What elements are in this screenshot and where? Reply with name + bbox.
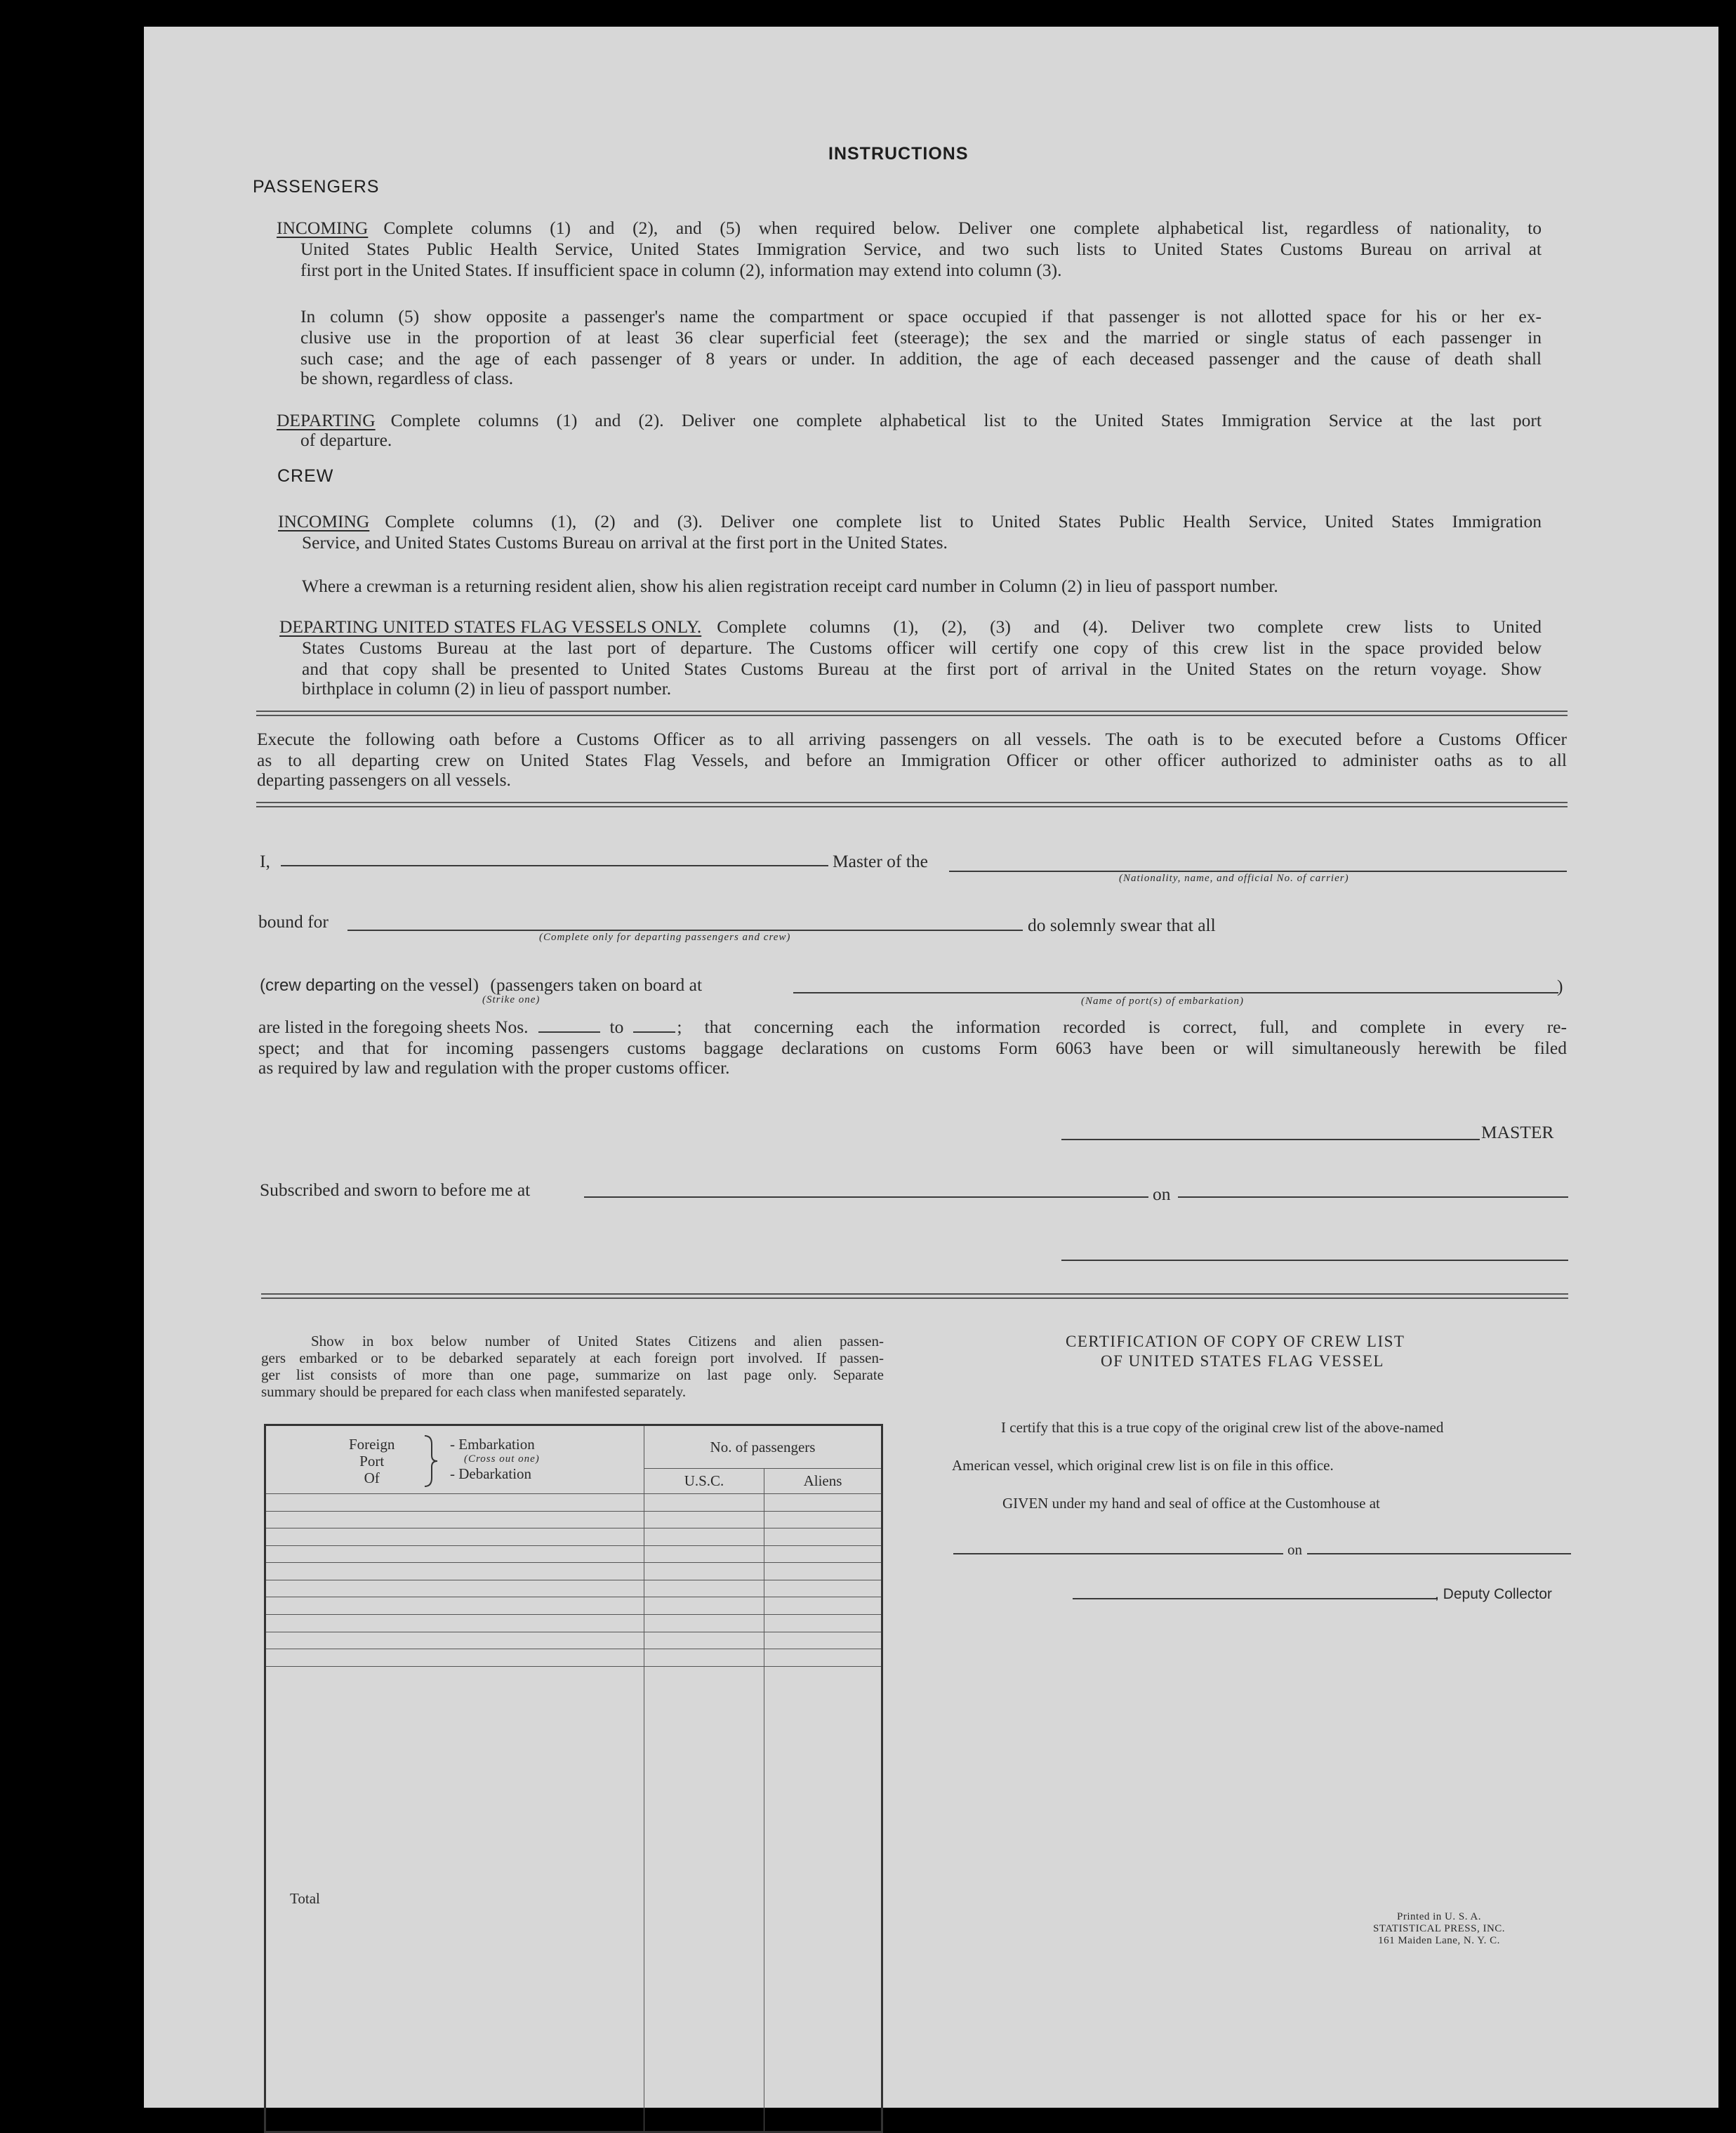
aliens-count-cell[interactable] — [764, 1545, 882, 1563]
aliens-count-cell[interactable] — [764, 1511, 882, 1528]
table-row — [265, 1649, 882, 1667]
table-row — [265, 1563, 882, 1580]
paragraph-line: as to all departing crew on United States Flag Vessels, and before an Immigration Officer or other officer authorized to administer oaths as to all — [257, 750, 1567, 770]
deputy-signature-field[interactable] — [1073, 1598, 1438, 1599]
usc-count-cell[interactable] — [644, 1632, 764, 1649]
usc-count-cell[interactable] — [644, 1494, 764, 1512]
port-cell[interactable] — [265, 1511, 644, 1528]
aliens-header: Aliens — [764, 1469, 882, 1494]
subscribed-label: Subscribed and sworn to before me at — [260, 1180, 531, 1200]
usc-count-cell[interactable] — [644, 1580, 764, 1597]
paragraph-line: States Customs Bureau at the last port of departure. The Customs officer will certify one copy of this crew list in the space provided below — [302, 638, 1542, 658]
cross-out-caption: (Cross out one) — [464, 1453, 540, 1465]
aliens-count-cell[interactable] — [764, 1666, 882, 2132]
master-label: MASTER — [1481, 1122, 1554, 1142]
double-rule — [256, 802, 1568, 807]
summary-intro-line: gers embarked or to be debarked separately at each foreign port involved. If passen- — [261, 1349, 884, 1366]
double-rule — [256, 711, 1568, 716]
strike-one-caption: (Strike one) — [482, 994, 541, 1005]
printer-line: STATISTICAL PRESS, INC. — [1372, 1923, 1506, 1934]
port-cell[interactable] — [265, 1563, 644, 1580]
close-paren: ) — [1557, 976, 1563, 996]
paragraph-line: United States Public Health Service, United States Immigration Service, and two such lists to United States Customs Bureau on arrival at — [300, 239, 1542, 259]
usc-count-cell[interactable] — [644, 1528, 764, 1546]
table-row — [265, 1494, 882, 1512]
table-row — [265, 1511, 882, 1528]
certification-on-label: on — [1287, 1541, 1302, 1558]
crew-departing-option-b: on the vessel) — [380, 975, 479, 995]
paragraph-line: departing passengers on all vessels. — [257, 770, 511, 790]
bound-for-field[interactable] — [347, 930, 1023, 931]
passengers-incoming-line — [277, 218, 1542, 239]
crew-incoming-label: INCOMING — [278, 511, 370, 531]
certification-heading-1: CERTIFICATION OF COPY OF CREW LIST — [1066, 1333, 1405, 1350]
port-caption: (Name of port(s) of embarkation) — [1081, 996, 1244, 1007]
passenger-summary-table — [264, 1424, 883, 2133]
table-row — [265, 1528, 882, 1546]
usc-count-cell[interactable] — [644, 1614, 764, 1632]
paragraph-line: clusive use in the proportion of at least 36 clear superficial feet (steerage); the sex and the married or single status of each passenger in — [300, 327, 1542, 348]
embarkation-port-field[interactable] — [793, 992, 1558, 993]
master-signature-field[interactable] — [1061, 1139, 1480, 1140]
paragraph-line: Execute the following oath before a Customs Officer as to all arriving passengers on all vessels. The oath is to be executed before a Customs Officer — [257, 729, 1567, 749]
crew-incoming-line — [278, 511, 1542, 532]
paragraph-line: Service, and United States Customs Bureau on arrival at the first port in the United States. — [302, 532, 948, 553]
port-cell[interactable] — [265, 1597, 644, 1615]
master-name-field[interactable] — [281, 865, 828, 866]
usc-count-cell[interactable] — [644, 1511, 764, 1528]
passengers-heading: PASSENGERS — [253, 177, 380, 197]
aliens-count-cell[interactable] — [764, 1649, 882, 1667]
printer-imprint — [1355, 1911, 1523, 1947]
table-row — [265, 1614, 882, 1632]
aliens-count-cell[interactable] — [764, 1632, 882, 1649]
paragraph-line: first port in the United States. If insufficient space in column (2), information may extend into column (3). — [300, 260, 1062, 280]
port-cell[interactable] — [265, 1614, 644, 1632]
port-cell[interactable] — [265, 1545, 644, 1563]
deputy-collector-label: , Deputy Collector — [1435, 1586, 1552, 1602]
customhouse-field[interactable] — [953, 1553, 1283, 1554]
bound-caption: (Complete only for departing passengers and crew) — [539, 932, 791, 943]
no-passengers-header: No. of passengers — [644, 1425, 882, 1469]
master-of-the-label: Master of the — [833, 851, 928, 871]
crew-heading: CREW — [277, 466, 334, 486]
port-label: Port — [359, 1453, 385, 1470]
paragraph-line: such case; and the age of each passenger of 8 years or under. In addition, the age of each deceased passenger and the cause of death shall — [300, 348, 1542, 369]
embarkation-label[interactable]: - Embarkation — [450, 1436, 535, 1453]
aliens-count-cell[interactable] — [764, 1528, 882, 1546]
double-rule — [261, 1293, 1568, 1299]
paragraph-line: birthplace in column (2) in lieu of passport number. — [302, 678, 672, 699]
passengers-incoming-label: INCOMING — [277, 218, 369, 238]
table-row — [265, 1580, 882, 1597]
aliens-count-cell[interactable] — [764, 1597, 882, 1615]
crew-departing-option[interactable]: (crew departing — [260, 976, 376, 995]
paragraph-line: be shown, regardless of class. — [300, 368, 514, 388]
oath-line-1 — [258, 1017, 1567, 1038]
summary-intro-line: summary should be prepared for each class when manifested separately. — [261, 1383, 687, 1400]
usc-count-cell[interactable] — [644, 1545, 764, 1563]
table-row — [265, 1597, 882, 1615]
port-header-cell — [265, 1425, 644, 1494]
printer-line: Printed in U. S. A. — [1397, 1911, 1481, 1922]
paragraph-line: Where a crewman is a returning resident alien, show his alien registration receipt card number in Column (2) in lieu of passport number. — [302, 576, 1278, 596]
certification-line-3: GIVEN under my hand and seal of office at the Customhouse at — [1002, 1495, 1380, 1512]
brace-icon — [422, 1434, 439, 1488]
passengers-taken-option[interactable]: (passengers taken on board at — [490, 975, 703, 995]
certification-date-field[interactable] — [1307, 1553, 1571, 1554]
usc-header: U.S.C. — [644, 1469, 764, 1494]
total-row — [265, 1666, 882, 2132]
carrier-caption: (Nationality, name, and official No. of carrier) — [1119, 873, 1349, 884]
paragraph-line: Complete columns (1) and (2). Deliver one complete alphabetical list to the United States Immigration Service at the last port — [390, 410, 1542, 430]
table-row — [265, 1632, 882, 1649]
oath-line-1-rest: ; that concerning each the information recorded is correct, full, and complete in every re- — [677, 1017, 1567, 1037]
crew-departing-line — [279, 616, 1542, 638]
paragraph-line: Complete columns (1) and (2), and (5) when required below. Deliver one complete alphabetical list, regardless of nationality, to — [383, 218, 1542, 238]
aliens-count-cell[interactable] — [764, 1614, 882, 1632]
oath-line-3: as required by law and regulation with the proper customs officer. — [258, 1057, 730, 1078]
bound-for-label: bound for — [258, 911, 329, 932]
total-label-cell: Total — [265, 1666, 644, 2132]
summary-intro-line: Show in box below number of United States Citizens and alien passen- — [311, 1333, 884, 1349]
port-cell[interactable] — [265, 1494, 644, 1512]
paragraph-line: In column (5) show opposite a passenger's name the compartment or space occupied if that passenger is not allotted space for his or her ex- — [300, 306, 1542, 326]
passengers-departing-label: DEPARTING — [277, 410, 376, 430]
swear-text: do solemnly swear that all — [1028, 915, 1216, 935]
paragraph-line: and that copy shall be presented to United States Customs Bureau at the first port of arrival in the United States on the return voyage. Show — [302, 659, 1542, 679]
foreign-label: Foreign — [349, 1436, 395, 1453]
sheets-label: are listed in the foregoing sheets Nos. — [258, 1017, 529, 1037]
officer-signature-field[interactable] — [1061, 1260, 1568, 1261]
certification-line-1: I certify that this is a true copy of the original crew list of the above-named — [1001, 1419, 1444, 1436]
port-cell[interactable] — [265, 1580, 644, 1597]
sheet-to-field[interactable] — [633, 1017, 675, 1033]
paragraph-line: of departure. — [300, 430, 392, 450]
usc-count-cell[interactable] — [644, 1666, 764, 2132]
strike-one-line — [260, 975, 702, 996]
printer-line: 161 Maiden Lane, N. Y. C. — [1378, 1935, 1500, 1946]
paragraph-line: Complete columns (1), (2), (3) and (4). Deliver two complete crew lists to United — [717, 616, 1542, 637]
crew-departing-label: DEPARTING UNITED STATES FLAG VESSELS ONLY. — [279, 616, 702, 637]
subscribed-place-field[interactable] — [584, 1196, 1148, 1198]
oath-i: I, — [260, 851, 270, 871]
aliens-count-cell[interactable] — [764, 1494, 882, 1512]
carrier-field[interactable] — [949, 871, 1567, 872]
table-row — [265, 1545, 882, 1563]
passengers-departing-line — [277, 410, 1542, 431]
subscribed-on-label: on — [1153, 1184, 1171, 1204]
port-cell[interactable] — [265, 1649, 644, 1667]
usc-count-cell[interactable] — [644, 1563, 764, 1580]
summary-intro-line: ger list consists of more than one page, summarize on last page only. Separate — [261, 1366, 884, 1383]
port-cell[interactable] — [265, 1528, 644, 1546]
certification-line-2: American vessel, which original crew list is on file in this office. — [952, 1457, 1334, 1474]
oath-line-2: spect; and that for incoming passengers customs baggage declarations on customs Form 6063 have been or will simultaneously herewith be filed — [258, 1038, 1567, 1058]
of-label: Of — [364, 1470, 380, 1486]
usc-count-cell[interactable] — [644, 1649, 764, 1667]
usc-count-cell[interactable] — [644, 1597, 764, 1615]
aliens-count-cell[interactable] — [764, 1563, 882, 1580]
certification-heading-2: OF UNITED STATES FLAG VESSEL — [1101, 1352, 1384, 1370]
port-cell[interactable] — [265, 1632, 644, 1649]
paragraph-line: Complete columns (1), (2) and (3). Deliver one complete list to United States Public Health Service, United States Immigration — [385, 511, 1542, 531]
subscribed-date-field[interactable] — [1178, 1196, 1568, 1198]
page-title: INSTRUCTIONS — [828, 144, 969, 164]
sheet-from-field[interactable] — [538, 1017, 600, 1033]
to-label: to — [609, 1017, 624, 1037]
aliens-count-cell[interactable] — [764, 1580, 882, 1597]
debarkation-label[interactable]: - Debarkation — [450, 1465, 532, 1482]
